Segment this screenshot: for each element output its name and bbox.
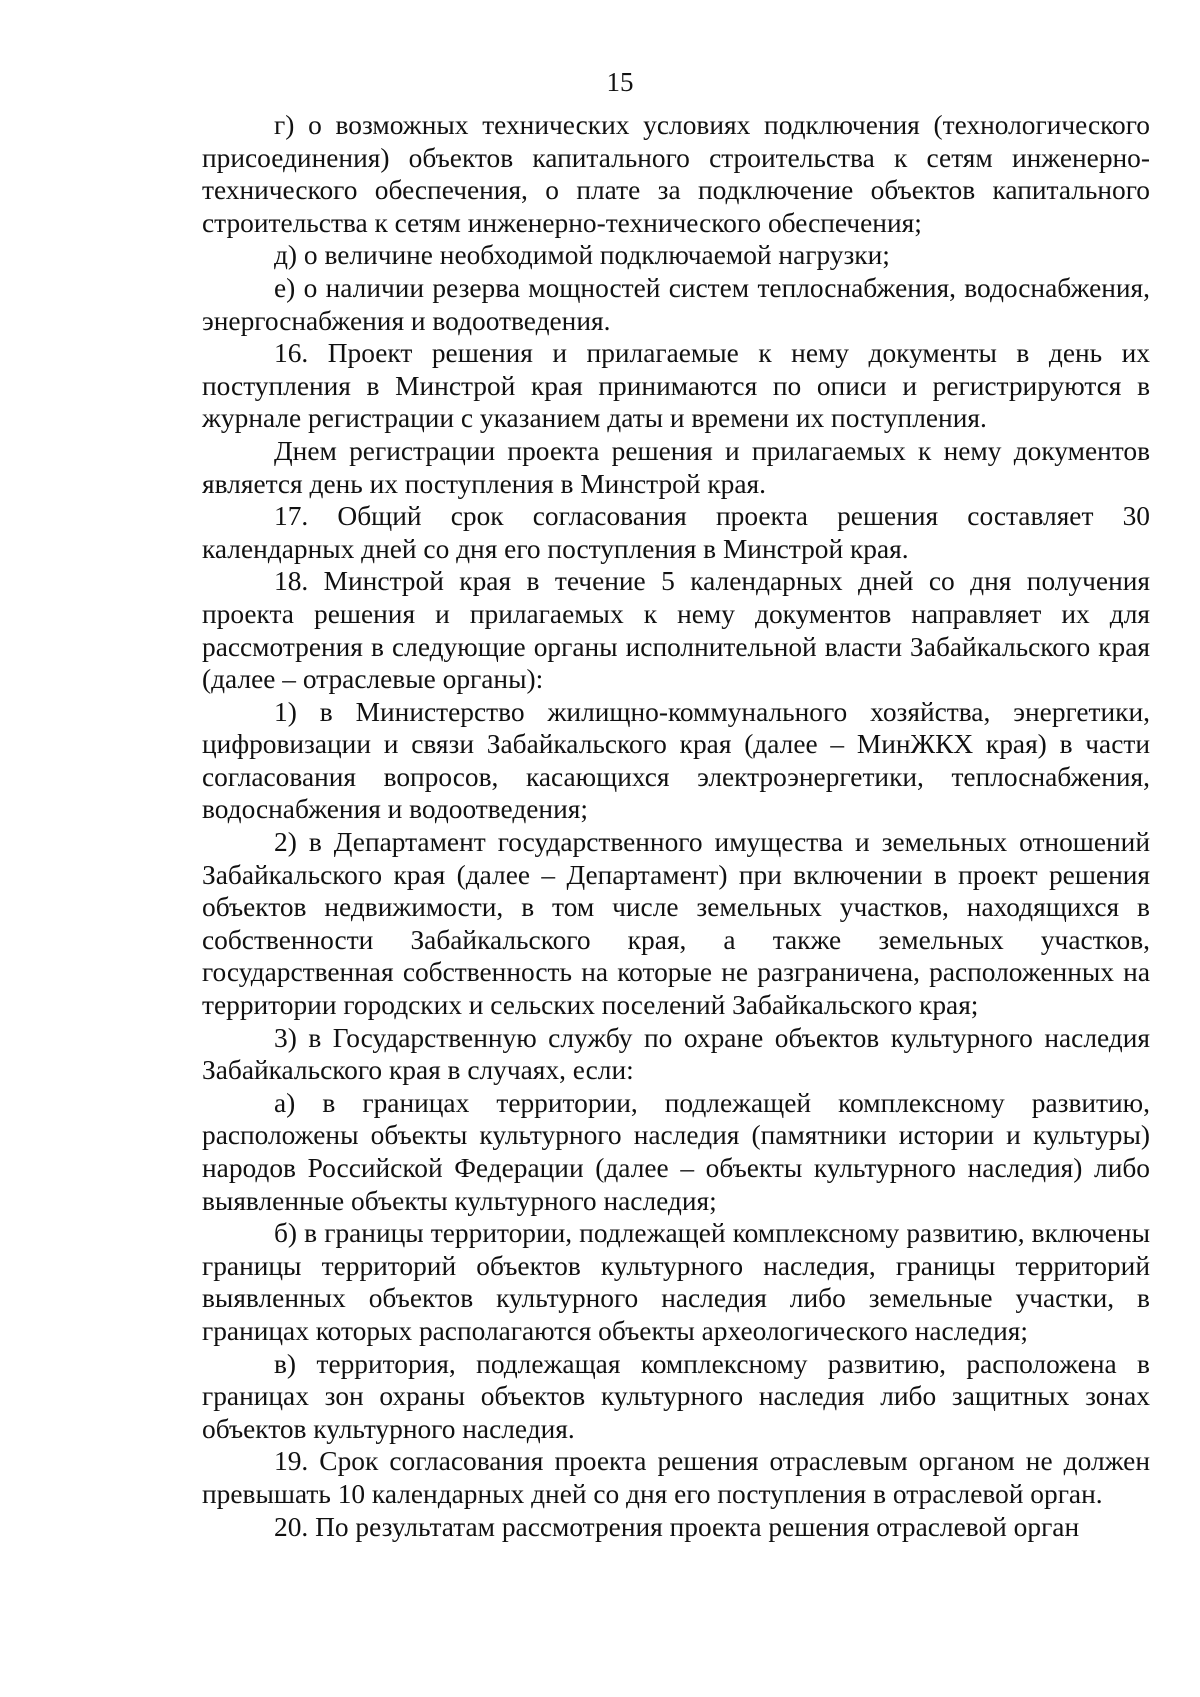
paragraph-18-3-a: а) в границах территории, подлежащей комплексному развитию, расположены объекты культурного наследия (памятники истории и культуры) народов Российской Федерации (далее – объекты культурного наследия) либо выявленные объекты культурного наследия; (202, 1087, 1150, 1216)
paragraph-g-connection-conditions: г) о возможных технических условиях подключения (технологического присоединения) объектов капитального строительства к сетям инженерно-технического обеспечения, о плате за подключение объектов капитального строительства к сетям инженерно-технического обеспечения; (202, 110, 1150, 238)
paragraph-e-capacity-reserve: е) о наличии резерва мощностей систем теплоснабжения, водоснабжения, энергоснабжения и водоотведения. (202, 272, 1150, 336)
paragraph-18-3-v: в) территория, подлежащая комплексному развитию, расположена в границах зон охраны объектов культурного наследия либо защитных зонах объектов культурного наследия. (202, 1348, 1150, 1444)
paragraph-16-registration: 16. Проект решения и прилагаемые к нему документы в день их поступления в Минстрой края принимаются по описи и регистрируются в журнале регистрации с указанием даты и времени их поступления. (202, 338, 1150, 434)
paragraph-20-review-results: 20. По результатам рассмотрения проекта решения отраслевой орган (274, 1511, 1080, 1542)
paragraph-19-sector-term: 19. Срок согласования проекта решения отраслевым органом не должен превышать 10 календарных дней со дня его поступления в отраслевой орган. (202, 1446, 1150, 1509)
paragraph-d-load: д) о величине необходимой подключаемой нагрузки; (274, 240, 890, 271)
paragraph-18-forwarding: 18. Минстрой края в течение 5 календарных дней со дня получения проекта решения и прилагаемых к нему документов направляет их для рассмотрения в следующие органы исполнительной власти Забайкальского края (далее – отраслевые органы): (202, 566, 1150, 695)
paragraph-18-3-heritage-service: 3) в Государственную службу по охране объектов культурного наследия Забайкальского края в случаях, если: (202, 1022, 1150, 1086)
paragraph-18-2-department: 2) в Департамент государственного имущества и земельных отношений Забайкальского края (далее – Департамент) при включении в проект решения объектов недвижимости, в том числе земельных участков, находящихся в собственности Забайкальского края, а также земельных участков, государственная собственность на которые не разграничена, расположенных на территории городских и сельских поселений Забайкальского края; (202, 827, 1150, 1021)
paragraph-registration-day: Днем регистрации проекта решения и прилагаемых к нему документов является день их поступления в Минстрой края. (202, 435, 1150, 499)
paragraph-17-approval-term: 17. Общий срок согласования проекта решения составляет 30 календарных дней со дня его поступления в Минстрой края. (202, 501, 1150, 564)
paragraph-18-1-minzhkh: 1) в Министерство жилищно-коммунального хозяйства, энергетики, цифровизации и связи Забайкальского края (далее – МинЖКХ края) в части согласования вопросов, касающихся электроэнергетики, теплоснабжения, водоснабжения и водоотведения; (202, 696, 1150, 825)
paragraph-18-3-b: б) в границы территории, подлежащей комплексному развитию, включены границы территорий объектов культурного наследия, границы территорий выявленных объектов культурного наследия либо земельные участки, в границах которых располагаются объекты археологического наследия; (202, 1218, 1150, 1346)
document-body (202, 109, 1150, 1543)
page-number: 15 (606, 67, 634, 97)
